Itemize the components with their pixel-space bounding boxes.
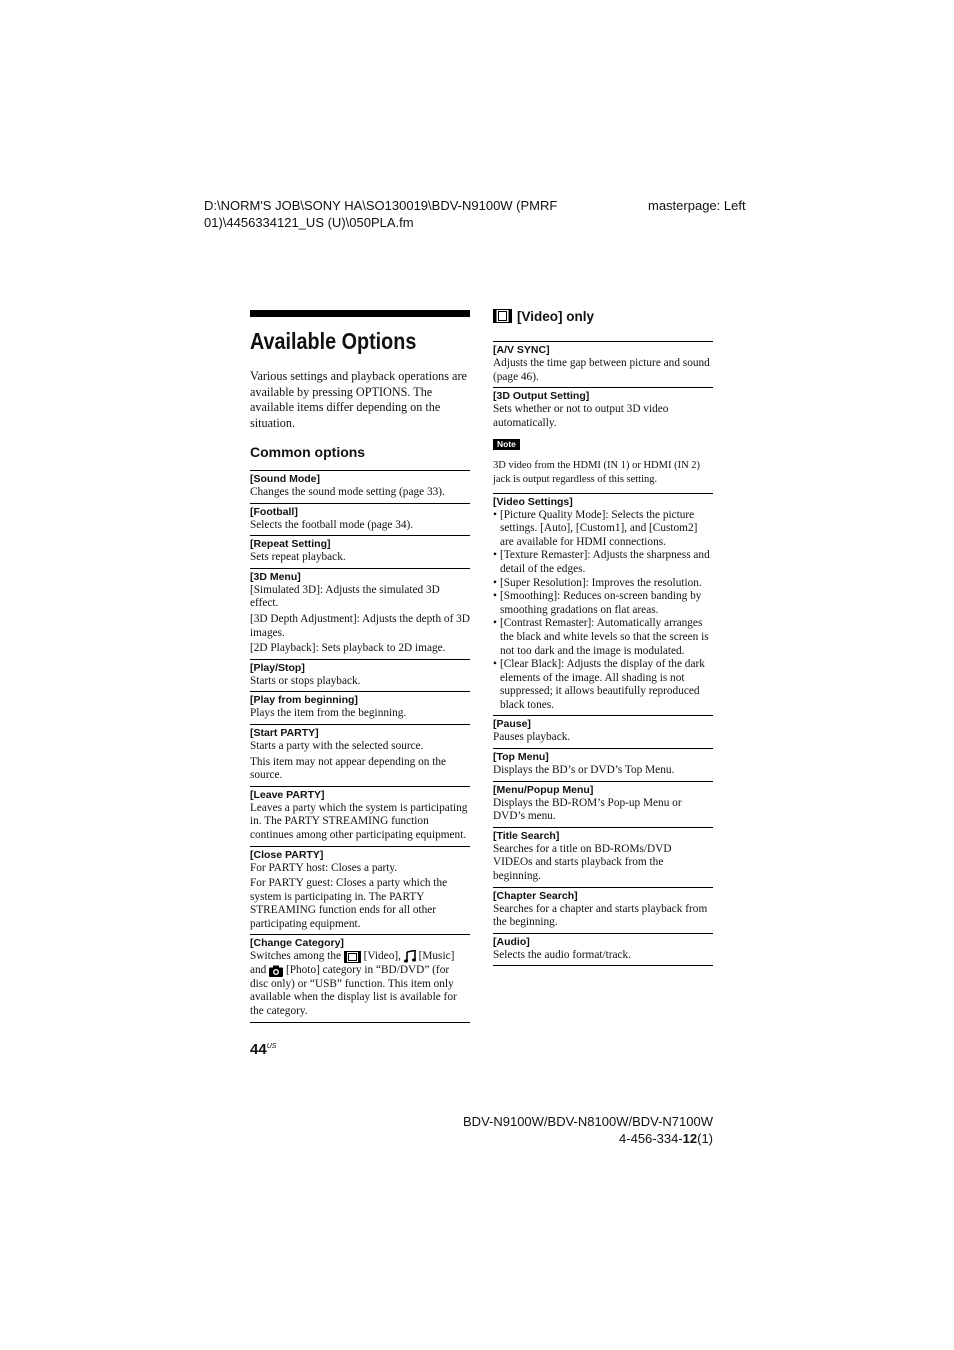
- video-film-icon: [493, 309, 512, 323]
- file-path-header: D:\NORM'S JOB\SONY HA\SO130019\BDV-N9100W (PMRF 01)\4456334121_US (U)\050PLA.fm: [204, 198, 558, 230]
- option-description: Displays the BD-ROM’s Pop-up Menu or DVD’s menu.: [493, 796, 682, 823]
- option-description: Sets whether or not to output 3D video automatically.: [493, 403, 669, 429]
- option-title-search: [493, 827, 713, 887]
- option-text: and: [250, 964, 267, 977]
- right-column: [493, 307, 713, 966]
- option-title: [Chapter Search]: [493, 889, 578, 902]
- part-code-bold: 12: [682, 1131, 698, 1146]
- list-item: • [Smoothing]: Reduces on-screen banding by smoothing gradations on flat areas.: [493, 590, 713, 617]
- option-audio: [493, 933, 713, 967]
- common-options-heading: Common options: [250, 444, 366, 460]
- option-description: Plays the item from the beginning.: [250, 707, 407, 720]
- note-block: [493, 430, 713, 489]
- option-title: [3D Output Setting]: [493, 390, 590, 403]
- note-text: 3D video from the HDMI (IN 1) or HDMI (IN 2) jack is output regardless of this setting.: [493, 460, 701, 485]
- option-title: [Sound Mode]: [250, 473, 320, 485]
- page-region-suffix: US: [266, 1043, 277, 1050]
- option-line: This item may not appear depending on the source.: [250, 755, 447, 782]
- video-film-icon: [344, 951, 361, 963]
- note-badge: Note: [493, 439, 520, 450]
- option-title: [Close PARTY]: [250, 848, 324, 861]
- option-description: Pauses playback.: [493, 731, 571, 744]
- option-description: Starts or stops playback.: [250, 674, 361, 687]
- option-description: [250, 584, 470, 656]
- option-text: Switches among the: [250, 950, 341, 963]
- camera-photo-icon: [269, 965, 283, 977]
- part-code-prefix: 4-456-334-: [619, 1131, 683, 1146]
- option-description: [250, 950, 470, 1018]
- option-close-party: [250, 846, 470, 935]
- option-title: [Pause]: [493, 718, 531, 731]
- option-line: For PARTY guest: Closes a party which the system is participating in. The PARTY STREAMING function ends for all other participating equipment.: [250, 877, 448, 930]
- footer-model-info: [463, 1113, 713, 1147]
- option-title: [Play/Stop]: [250, 661, 305, 674]
- option-football: [250, 503, 470, 536]
- option-description: [250, 862, 470, 932]
- option-line: Starts a party with the selected source.: [250, 739, 424, 752]
- option-description: Adjusts the time gap between picture and sound (page 46).: [493, 357, 710, 383]
- footer-part-code: [463, 1130, 713, 1147]
- option-play-stop: [250, 659, 470, 692]
- option-3d-menu: [250, 568, 470, 659]
- option-line: [2D Playback]: Sets playback to 2D image.: [250, 642, 446, 655]
- option-play-from-beginning: [250, 691, 470, 724]
- option-description: Changes the sound mode setting (page 33).: [250, 486, 445, 498]
- list-item: • [Texture Remaster]: Adjusts the sharpness and detail of the edges.: [493, 549, 713, 576]
- option-description: Selects the audio format/track.: [493, 948, 632, 961]
- option-3d-output-setting: [493, 387, 713, 492]
- option-video-settings: [493, 493, 713, 716]
- list-item: • [Clear Black]: Adjusts the display of the dark elements of the image. All shading is not suppressed; it allows beautifully reproduced black tones.: [493, 658, 713, 712]
- option-title: [Top Menu]: [493, 751, 549, 764]
- option-leave-party: [250, 786, 470, 846]
- option-av-sync: [493, 341, 713, 387]
- option-title: [Leave PARTY]: [250, 788, 325, 801]
- option-sound-mode: [250, 470, 470, 503]
- list-item: • [Picture Quality Mode]: Selects the picture settings. [Auto], [Custom1], and [Custom2] are available for HDMI connections.: [493, 509, 713, 550]
- video-settings-list: [493, 509, 713, 713]
- part-code-suffix: (1): [697, 1131, 713, 1146]
- option-description: Selects the football mode (page 34).: [250, 518, 414, 531]
- option-text: [Music]: [418, 950, 455, 963]
- list-item: • [Super Resolution]: Improves the resolution.: [493, 577, 713, 591]
- option-pause: [493, 715, 713, 748]
- masterpage-label: masterpage: Left: [648, 198, 746, 213]
- list-item: • [Contrast Remaster]: Automatically arranges the black and white levels so that the screen is not too dark and the image is modulated.: [493, 617, 713, 658]
- option-title: [Play from beginning]: [250, 694, 358, 707]
- option-change-category: [250, 934, 470, 1022]
- option-repeat-setting: [250, 535, 470, 568]
- intro-paragraph: Various settings and playback operations are available by pressing OPTIONS. The available items differ depending on the situation.: [250, 369, 467, 430]
- page-title: Available Options: [250, 328, 417, 354]
- option-chapter-search: [493, 887, 713, 933]
- option-title: [Title Search]: [493, 829, 560, 842]
- option-title: [Repeat Setting]: [250, 538, 331, 551]
- option-title: [3D Menu]: [250, 570, 301, 583]
- option-description: Displays the BD’s or DVD’s Top Menu.: [493, 764, 675, 777]
- title-rule: [250, 310, 470, 317]
- video-only-heading: [493, 307, 713, 325]
- option-text: [Photo] category in “BD/DVD” (for disc only) or “USB” function. This item only available when the display list is available for the category.: [250, 964, 457, 1017]
- option-start-party: [250, 724, 470, 786]
- option-description: Searches for a title on BD-ROMs/DVD VIDEOs and starts playback from the beginning.: [493, 842, 672, 883]
- option-line: [3D Depth Adjustment]: Adjusts the depth of 3D images.: [250, 612, 470, 639]
- option-top-menu: [493, 748, 713, 781]
- footer-model-list: BDV-N9100W/BDV-N8100W/BDV-N7100W: [463, 1114, 713, 1129]
- page-number-value: 44: [250, 1041, 267, 1058]
- option-line: For PARTY host: Closes a party.: [250, 861, 398, 874]
- option-title: [A/V SYNC]: [493, 344, 550, 356]
- option-description: [250, 740, 470, 783]
- option-menu-popup-menu: [493, 781, 713, 827]
- option-description: Sets repeat playback.: [250, 551, 346, 564]
- option-title: [Video Settings]: [493, 495, 573, 508]
- option-title: [Audio]: [493, 935, 530, 948]
- music-note-icon: [404, 950, 416, 963]
- option-title: [Menu/Popup Menu]: [493, 783, 594, 796]
- option-text: [Video],: [363, 950, 401, 963]
- option-description: Leaves a party which the system is participating in. The PARTY STREAMING function continues among other participating equipment.: [250, 801, 468, 841]
- page-number: [250, 1041, 276, 1058]
- option-title: [Change Category]: [250, 937, 344, 950]
- video-heading-text: [Video] only: [517, 308, 595, 324]
- left-column: [250, 310, 470, 1023]
- option-title: [Football]: [250, 505, 298, 518]
- option-title: [Start PARTY]: [250, 726, 319, 739]
- option-description: Searches for a chapter and starts playback from the beginning.: [493, 902, 708, 929]
- option-line: [Simulated 3D]: Adjusts the simulated 3D effect.: [250, 583, 440, 610]
